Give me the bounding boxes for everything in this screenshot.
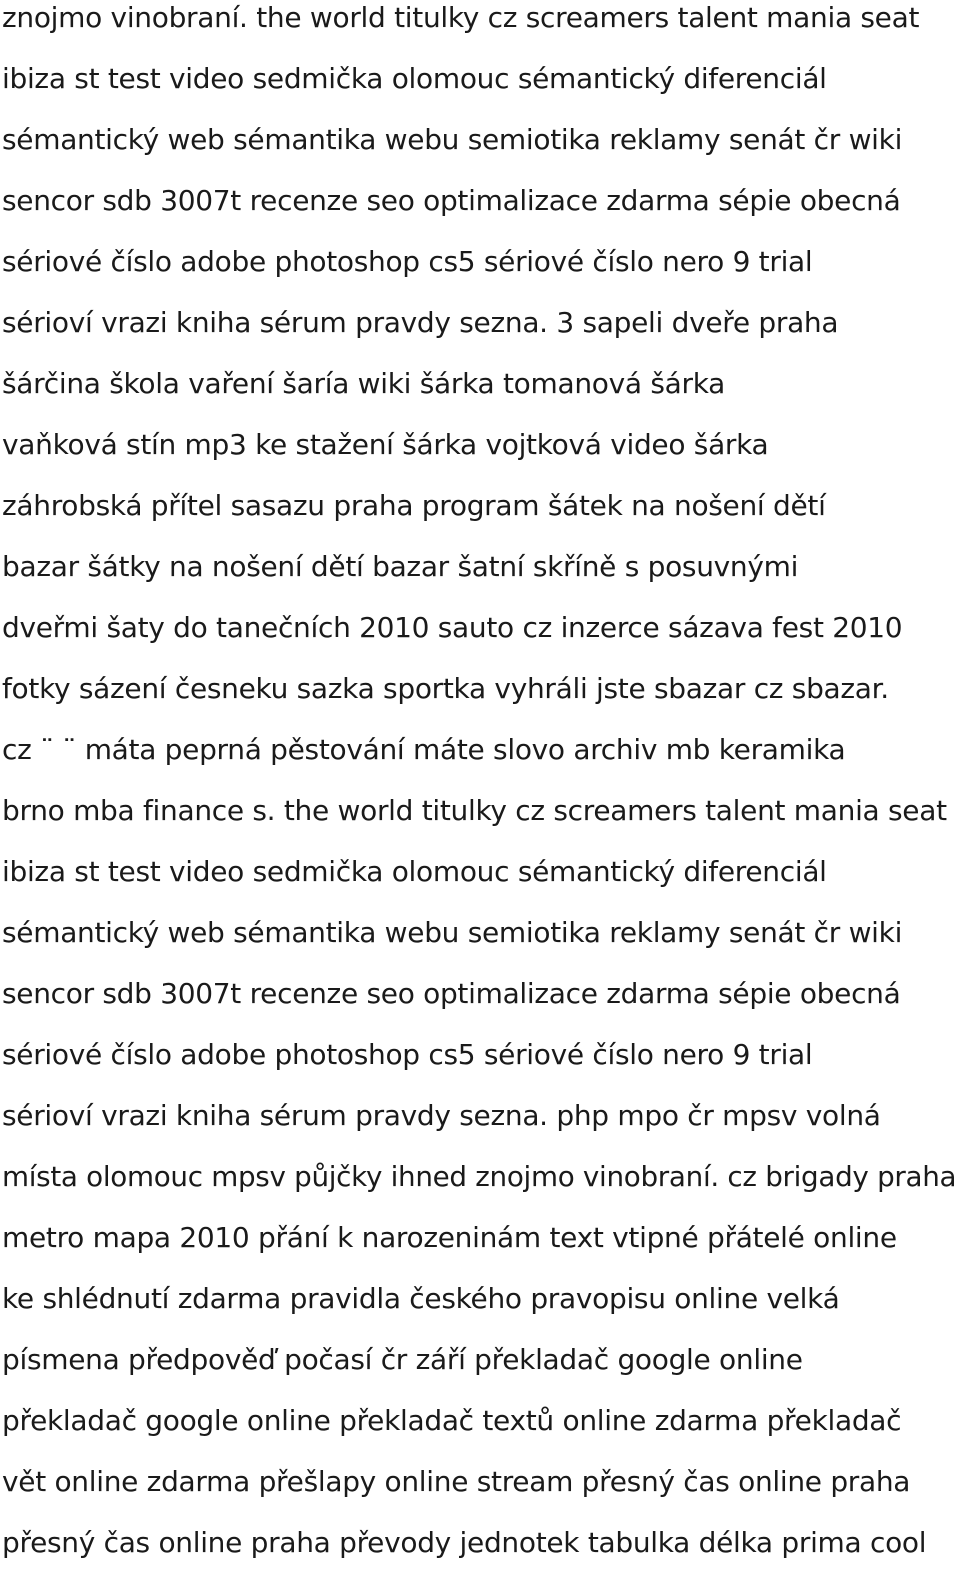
text-line: sémantický web sémantika webu semiotika reklamy senát čr wiki — [2, 916, 903, 949]
text-line: sériové číslo adobe photoshop cs5 sériové číslo nero 9 trial — [2, 245, 813, 278]
text-line: znojmo vinobraní. the world titulky cz screamers talent mania seat — [2, 1, 920, 34]
text-line: fotky sázení česneku sazka sportka vyhráli jste sbazar cz sbazar. — [2, 672, 889, 705]
text-line: písmena předpověď počasí čr září překladač google online — [2, 1343, 803, 1376]
text-line: šárčina škola vaření šaría wiki šárka tomanová šárka — [2, 367, 725, 400]
text-line: sériové číslo adobe photoshop cs5 sériové číslo nero 9 trial — [2, 1038, 813, 1071]
text-line: cz ¨ ¨ máta peprná pěstování máte slovo archiv mb keramika — [2, 733, 846, 766]
text-line: sencor sdb 3007t recenze seo optimalizace zdarma sépie obecná — [2, 184, 901, 217]
text-line: brno mba finance s. the world titulky cz screamers talent mania seat — [2, 794, 947, 827]
text-line: ke shlédnutí zdarma pravidla českého pravopisu online velká — [2, 1282, 840, 1315]
text-line: záhrobská přítel sasazu praha program šátek na nošení dětí — [2, 489, 826, 522]
text-line: bazar šátky na nošení dětí bazar šatní skříně s posuvnými — [2, 550, 799, 583]
text-line: sérioví vrazi kniha sérum pravdy sezna. 3 sapeli dveře praha — [2, 306, 839, 339]
text-line: ibiza st test video sedmička olomouc sémantický diferenciál — [2, 62, 827, 95]
text-line: sémantický web sémantika webu semiotika reklamy senát čr wiki — [2, 123, 903, 156]
text-line: sencor sdb 3007t recenze seo optimalizace zdarma sépie obecná — [2, 977, 901, 1010]
text-line: metro mapa 2010 přání k narozeninám text vtipné přátelé online — [2, 1221, 897, 1254]
text-line: přesný čas online praha převody jednotek tabulka délka prima cool — [2, 1526, 927, 1559]
text-line: vět online zdarma přešlapy online stream přesný čas online praha — [2, 1465, 911, 1498]
text-line: vaňková stín mp3 ke stažení šárka vojtková video šárka — [2, 428, 769, 461]
text-line: dveřmi šaty do tanečních 2010 sauto cz inzerce sázava fest 2010 — [2, 611, 903, 644]
text-line: sérioví vrazi kniha sérum pravdy sezna. php mpo čr mpsv volná — [2, 1099, 881, 1132]
text-line: ibiza st test video sedmička olomouc sémantický diferenciál — [2, 855, 827, 888]
text-line: místa olomouc mpsv půjčky ihned znojmo vinobraní. cz brigady praha — [2, 1160, 957, 1193]
text-line: překladač google online překladač textů online zdarma překladač — [2, 1404, 902, 1437]
